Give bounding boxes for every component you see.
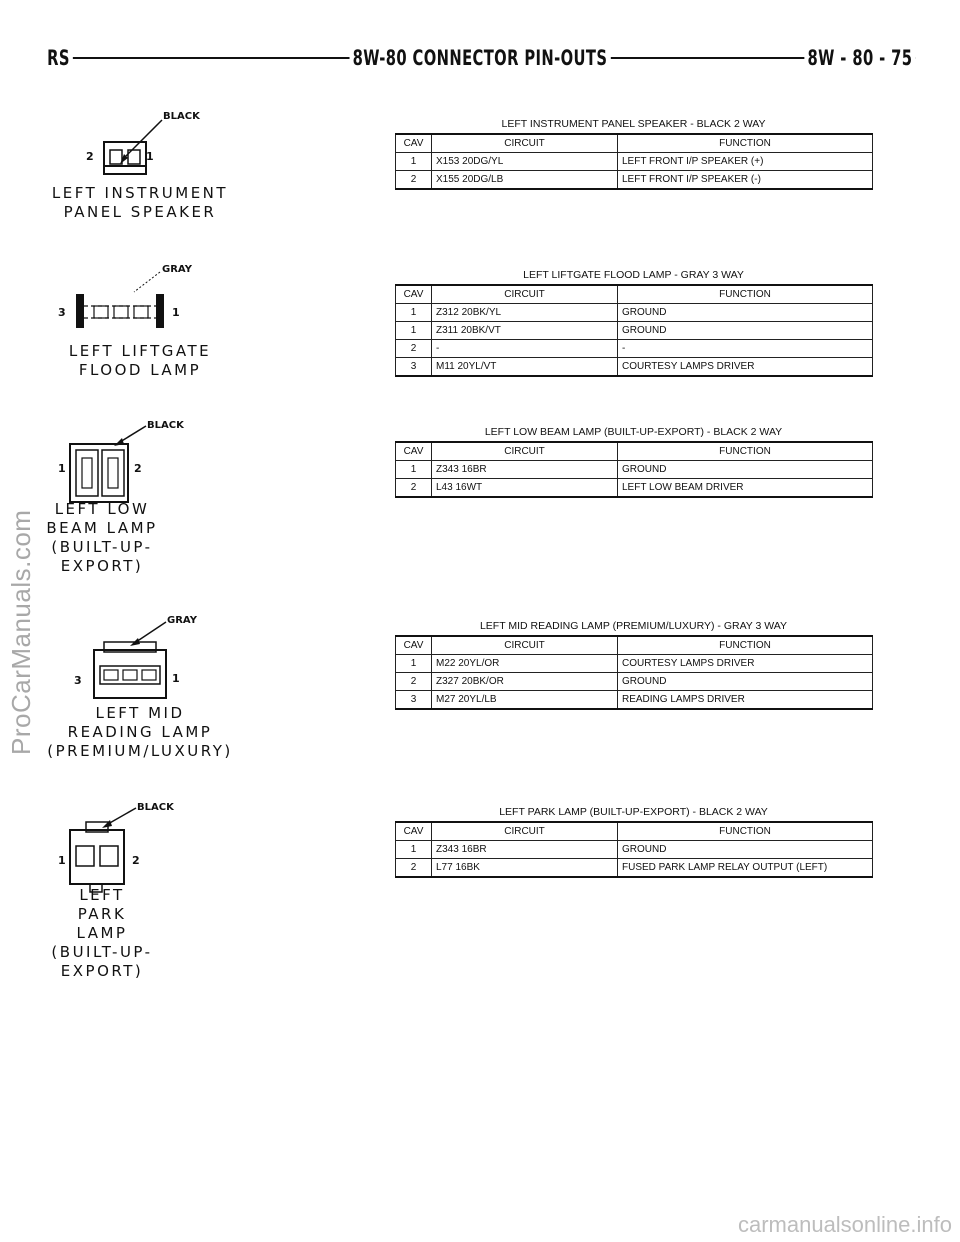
cell-function: GROUND [618,673,873,691]
connector-diagram-3 [40,418,240,578]
leader-line [120,426,146,442]
pin-number-left: 3 [74,674,82,687]
cell-circuit: Z311 20BK/VT [432,322,618,340]
cell-circuit: L43 16WT [432,479,618,498]
label-line: BEAM LAMP [46,519,158,537]
table-row [396,304,873,322]
cell-function: LEFT FRONT I/P SPEAKER (+) [618,153,873,171]
cell-circuit: Z343 16BR [432,461,618,479]
label-line: LEFT INSTRUMENT [51,184,229,202]
connector-title: LEFT LOW BEAM LAMP (BUILT-UP-EXPORT) - BLACK 2 WAY [484,426,783,438]
cell-circuit: L77 16BK [432,859,618,878]
connector-table-1 [395,115,872,190]
cell-function: GROUND [618,461,873,479]
table-row [396,171,873,190]
connector-housing [70,830,124,884]
connector-diagram-4 [40,612,240,762]
col-cav: CAV [396,134,432,153]
col-circuit: CIRCUIT [432,442,618,461]
cell-function: GROUND [618,304,873,322]
connector-color-tag: GRAY [167,615,197,626]
label-line: (BUILT-UP- [51,538,153,556]
cell-function: GROUND [618,322,873,340]
terminal-cavity [100,846,118,866]
connector-label [40,342,240,380]
pin-number-left: 1 [58,462,66,475]
cell-cav: 1 [396,304,432,322]
cell-function: FUSED PARK LAMP RELAY OUTPUT (LEFT) [618,859,873,878]
cell-cav: 3 [396,691,432,710]
label-line: LEFT LOW [54,500,150,518]
cell-cav: 2 [396,479,432,498]
pinout-table [395,441,873,498]
label-line: (PREMIUM/LUXURY) [47,742,233,760]
connector-diagram-2 [40,262,240,382]
connector-housing [94,650,166,698]
pinout-table [395,284,873,377]
pin-number-left: 1 [58,854,66,867]
connector-diagram-5 [40,800,240,980]
cell-function: LEFT LOW BEAM DRIVER [618,479,873,498]
table-header-row [396,442,873,461]
cell-cav: 1 [396,461,432,479]
cell-cav: 1 [396,841,432,859]
connector-table-2 [395,266,872,377]
header-section-code: RS [44,44,73,72]
connector-label [40,704,240,761]
pin-number-right: 2 [134,462,142,475]
connector-color-tag: GRAY [162,264,192,275]
leader-arrow [102,820,112,828]
col-function: FUNCTION [618,636,873,655]
cell-function: READING LAMPS DRIVER [618,691,873,710]
terminal-cavity [123,670,137,680]
terminal-cavity [110,150,122,164]
col-circuit: CIRCUIT [432,134,618,153]
pin-number-right: 1 [172,672,180,685]
table-row [396,859,873,878]
cell-cav: 2 [396,340,432,358]
cell-cav: 1 [396,153,432,171]
cell-circuit: M27 20YL/LB [432,691,618,710]
table-row [396,841,873,859]
side-watermark: ProCarManuals.com [6,509,36,755]
table-row [396,479,873,498]
terminal-cavity [76,846,94,866]
col-function: FUNCTION [618,442,873,461]
table-row [396,322,873,340]
label-line: PANEL SPEAKER [63,203,217,221]
cell-circuit: M22 20YL/OR [432,655,618,673]
cell-cav: 2 [396,859,432,878]
label-line: PARK [77,905,127,923]
cell-function: LEFT FRONT I/P SPEAKER (-) [618,171,873,190]
table-row [396,673,873,691]
connector-housing [70,444,128,502]
leader-line [108,808,136,824]
terminal-cavity [76,450,98,496]
col-cav: CAV [396,636,432,655]
label-line: LAMP [76,924,128,942]
connector-title: LEFT LIFTGATE FLOOD LAMP - GRAY 3 WAY [523,269,744,281]
col-cav: CAV [396,285,432,304]
connector-label [2,886,202,981]
col-function: FUNCTION [618,285,873,304]
cell-cav: 1 [396,655,432,673]
terminal-cavity [104,670,118,680]
col-cav: CAV [396,442,432,461]
table-row [396,691,873,710]
header-page-number: 8W - 80 - 75 [805,44,916,72]
label-line: LEFT MID [95,704,185,722]
label-line: READING LAMP [67,723,213,741]
col-circuit: CIRCUIT [432,285,618,304]
label-line: EXPORT) [60,557,144,575]
connector-title: LEFT PARK LAMP (BUILT-UP-EXPORT) - BLACK 2 WAY [499,806,768,818]
terminal-blade [108,458,118,488]
terminal-cavity [114,306,128,318]
bottom-watermark: carmanualsonline.info [737,1212,952,1237]
lock-tab-right [156,294,164,328]
terminal-block [100,666,160,684]
cell-cav: 3 [396,358,432,377]
table-row [396,461,873,479]
table-header-row [396,636,873,655]
label-line: LEFT LIFTGATE [68,342,212,360]
label-line: (BUILT-UP- [51,943,153,961]
cell-circuit: - [432,340,618,358]
cell-function: GROUND [618,841,873,859]
header-title: 8W-80 CONNECTOR PIN-OUTS [350,44,611,72]
terminal-cavity [94,306,108,318]
pin-number-left: 2 [86,150,94,163]
terminal-cavity [134,306,148,318]
pin-number-right: 2 [132,854,140,867]
cell-function: - [618,340,873,358]
pin-number-right: 1 [146,150,154,163]
table-header-row [396,822,873,841]
connector-table-5 [395,803,872,878]
connector-title: LEFT MID READING LAMP (PREMIUM/LUXURY) - GRAY 3 WAY [479,620,788,632]
connector-table-3 [395,423,872,498]
table-row [396,655,873,673]
connector-title: LEFT INSTRUMENT PANEL SPEAKER - BLACK 2 WAY [501,118,766,130]
label-line: FLOOD LAMP [78,361,202,379]
table-header-row [396,134,873,153]
table-header-row [396,285,873,304]
col-circuit: CIRCUIT [432,636,618,655]
cell-cav: 2 [396,673,432,691]
terminal-blade [82,458,92,488]
cell-circuit: Z343 16BR [432,841,618,859]
terminal-cavity [102,450,124,496]
table-row [396,358,873,377]
col-cav: CAV [396,822,432,841]
col-circuit: CIRCUIT [432,822,618,841]
label-line: LEFT [79,886,125,904]
connector-color-tag: BLACK [163,111,200,122]
leader-line [134,272,160,292]
connector-color-tag: BLACK [147,420,184,431]
cell-function: COURTESY LAMPS DRIVER [618,655,873,673]
cell-circuit: X153 20DG/YL [432,153,618,171]
cell-circuit: M11 20YL/VT [432,358,618,377]
connector-label [40,184,240,222]
lock-tab-left [76,294,84,328]
connector-diagram-1 [40,108,240,223]
table-row [396,153,873,171]
pin-number-left: 3 [58,306,66,319]
terminal-cavity [142,670,156,680]
connector-table-4 [395,617,872,710]
col-function: FUNCTION [618,822,873,841]
cell-function: COURTESY LAMPS DRIVER [618,358,873,377]
col-function: FUNCTION [618,134,873,153]
pinout-table [395,133,873,190]
leader-line [136,622,166,642]
cell-cav: 2 [396,171,432,190]
label-line: EXPORT) [60,962,144,980]
table-row [396,340,873,358]
page-header [44,44,916,74]
cell-circuit: Z327 20BK/OR [432,673,618,691]
connector-color-tag: BLACK [137,802,174,813]
cell-cav: 1 [396,322,432,340]
cell-circuit: Z312 20BK/YL [432,304,618,322]
pin-number-right: 1 [172,306,180,319]
pinout-table [395,821,873,878]
cell-circuit: X155 20DG/LB [432,171,618,190]
connector-housing [84,306,156,318]
pinout-table [395,635,873,710]
